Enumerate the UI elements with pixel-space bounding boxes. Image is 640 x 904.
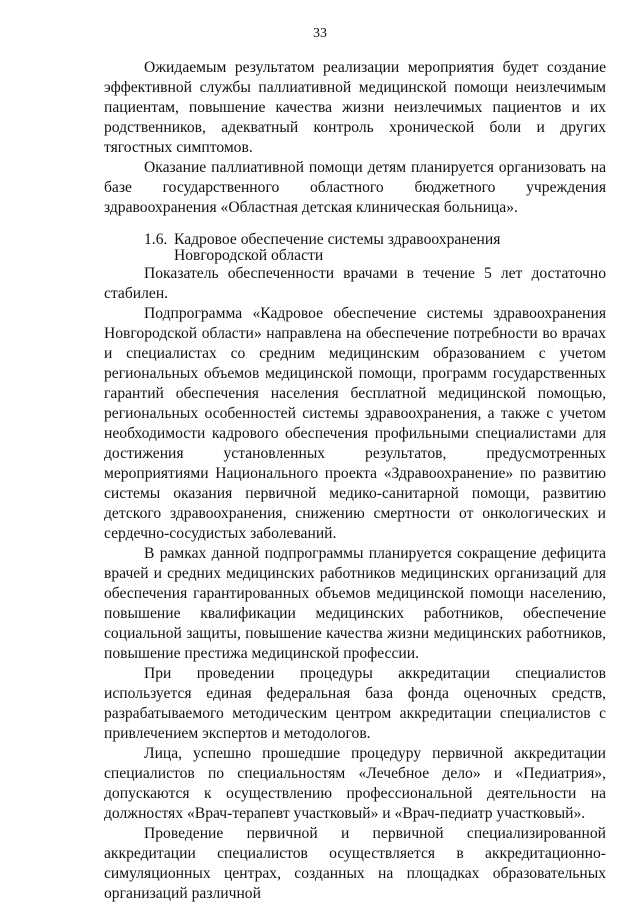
paragraph-doctor-supply: Показатель обеспеченности врачами в течение 5 лет достаточно стабилен. (104, 265, 606, 302)
paragraph-deficit-reduction: В рамках данной подпрограммы планируется сокращение дефицита врачей и средних медицинских работников медицинских организаций для обеспечения гарантированных объемов медицинской помощи населению, повышение квалификации медицинских работников, обеспечение социальной защиты, повышение качества жизни медицинских работников, повышение престижа медицинской профессии. (104, 545, 606, 662)
paragraph-subprogram: Подпрограмма «Кадровое обеспечение системы здравоохранения Новгородской области» направлена на обеспечение потребности во врачах и специалистах со средним медицинским образованием с учетом региональных объемов медицинской помощи, программ государственных гарантий обеспечения населения бесплатной медицинской помощью, региональных особенностей системы здравоохранения, а также с учетом необходимости кадрового обеспечения профильными специалистами для достижения установленных результатов, предусмотренных мероприятиями Национального проекта «Здравоохранение» по развитию системы оказания первичной медико-санитарной помощи, развитию детского здравоохранения, снижению смертности от онкологических и сердечно-сосудистых заболеваний. (104, 305, 606, 542)
section-title: Кадровое обеспечение системы здравоохранения Новгородской области (174, 231, 501, 264)
paragraph-expected-result: Ожидаемым результатом реализации мероприятия будет создание эффективной службы паллиативной медицинской помощи неизлечимым пациентам, повышение качества жизни неизлечимых пациентов и их родственников, адекватный контроль хронической боли и других тягостных симптомов. (104, 59, 606, 156)
section-number: 1.6. (144, 231, 168, 248)
document-body (104, 58, 606, 904)
paragraph-palliative-children: Оказание паллиативной помощи детям планируется организовать на базе государственного областного бюджетного учреждения здравоохранения «Областная детская клиническая больница». (104, 159, 606, 216)
paragraph-accreditation-procedure: При проведении процедуры аккредитации специалистов используется единая федеральная база фонда оценочных средств, разрабатываемого методическим центром аккредитации специалистов с привлечением экспертов и методологов. (104, 665, 606, 742)
page-number: 33 (313, 26, 327, 41)
section-heading (104, 232, 606, 264)
paragraph-accreditation-centers: Проведение первичной и первичной специализированной аккредитации специалистов осуществляется в аккредитационно-симуляционных центрах, созданных на площадках образовательных организаций различной (104, 825, 606, 902)
paragraph-primary-accreditation: Лица, успешно прошедшие процедуру первичной аккредитации специалистов по специальностям «Лечебное дело» и «Педиатрия», допускаются к осуществлению профессиональной деятельности на должностях «Врач-терапевт участковый» и «Врач-педиатр участковый». (104, 745, 606, 822)
